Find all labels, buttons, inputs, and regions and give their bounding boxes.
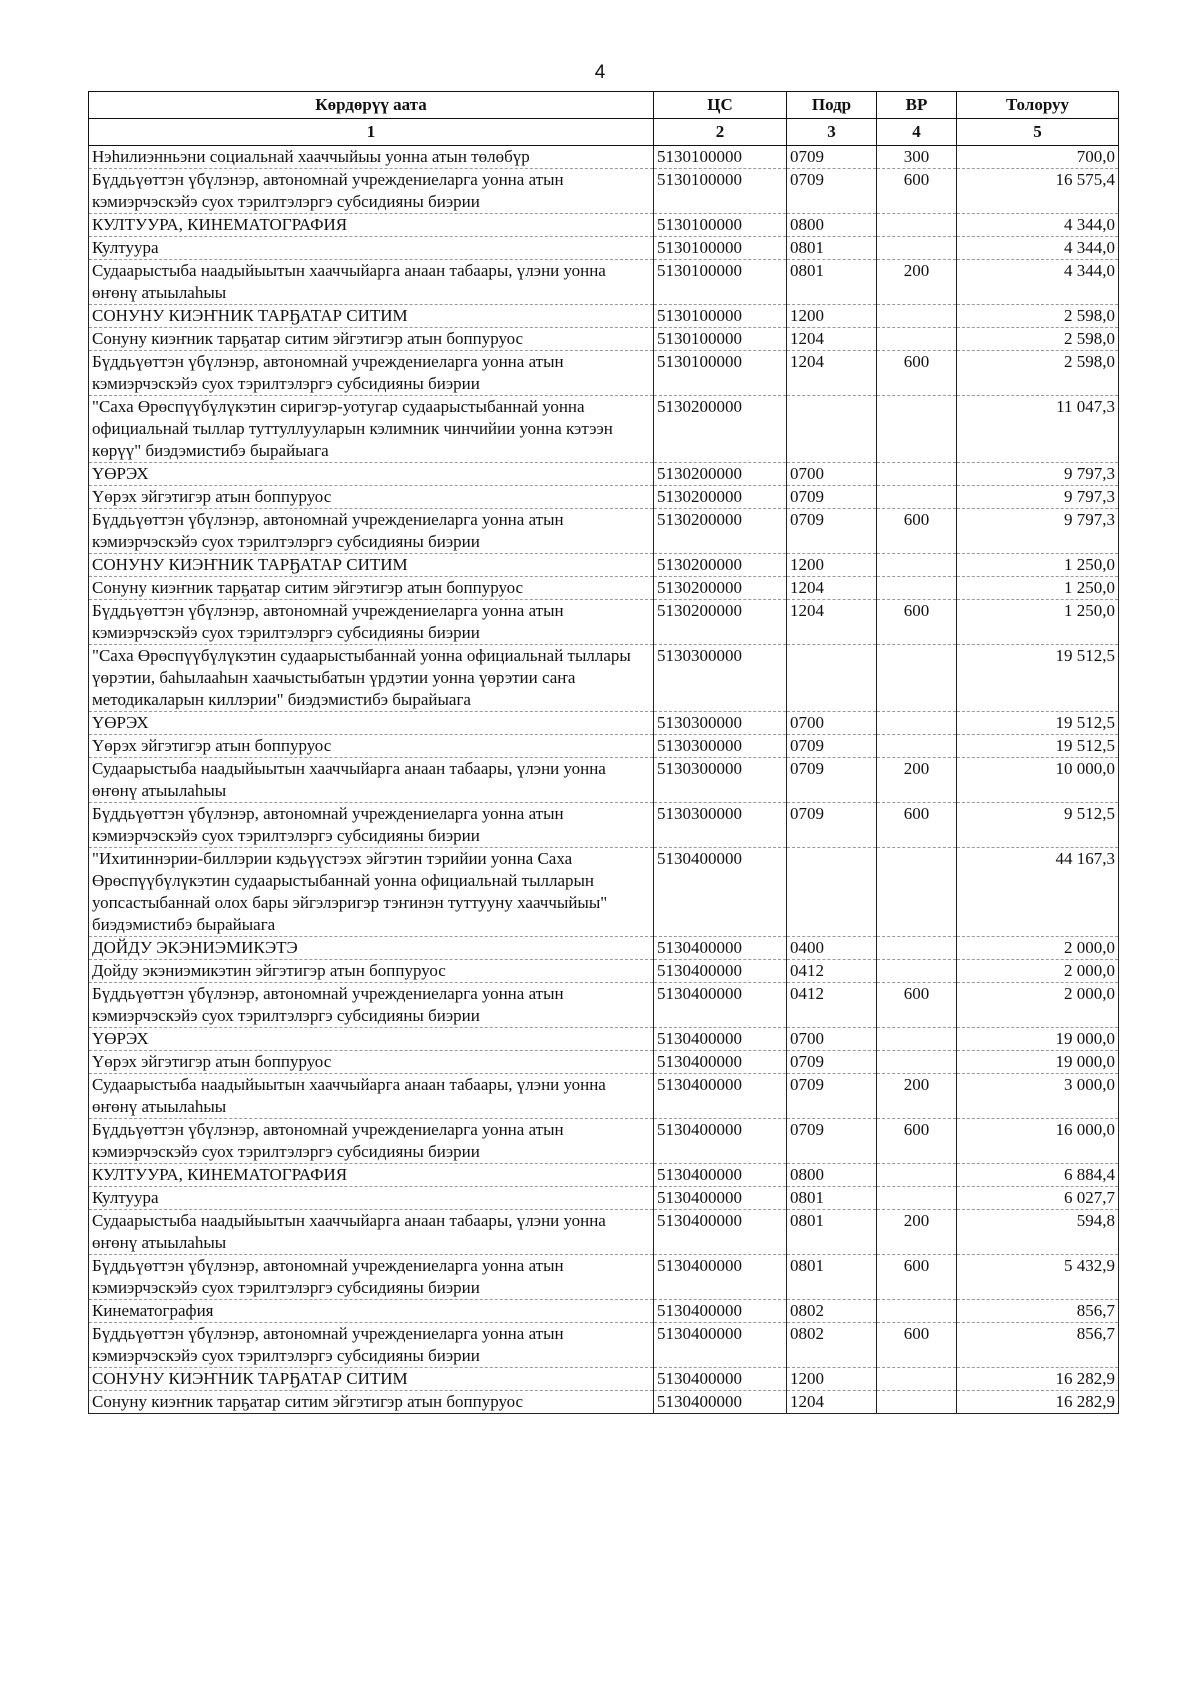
row-tol: 594,8 [957, 1210, 1119, 1255]
table-header [89, 92, 1119, 146]
row-tol: 6 027,7 [957, 1187, 1119, 1210]
row-podr: 0800 [787, 1164, 877, 1187]
table-row [89, 735, 1119, 758]
column-number-podr: 3 [787, 119, 877, 146]
row-vr: 200 [877, 1074, 957, 1119]
row-name: Култуура [89, 237, 654, 260]
table-row [89, 803, 1119, 848]
table-row [89, 214, 1119, 237]
row-cs: 5130100000 [654, 169, 787, 214]
row-podr: 0709 [787, 169, 877, 214]
row-name: Судаарыстыба наадыйыытын хааччыйарга анаан табаары, үлэни уонна өҥөнү атыылаһыы [89, 758, 654, 803]
row-cs: 5130100000 [654, 351, 787, 396]
row-name: "Саха Өрөспүүбүлүкэтин судаарыстыбаннай уонна официальнай тыллары үөрэтии, баһылааһын хаачыстыбатын үрдэтии уонна үөрэтии саҥа методикаларын киллэрии" биэдэмистибэ бырайыага [89, 645, 654, 712]
row-cs: 5130400000 [654, 960, 787, 983]
row-name: Сонуну киэҥник тарҕатар ситим эйгэтигэр атын боппуруос [89, 1391, 654, 1414]
row-tol: 9 797,3 [957, 509, 1119, 554]
row-tol: 9 797,3 [957, 486, 1119, 509]
column-number-row [89, 119, 1119, 146]
row-cs: 5130400000 [654, 1368, 787, 1391]
row-name: Сонуну киэҥник тарҕатар ситим эйгэтигэр атын боппуруос [89, 328, 654, 351]
row-vr [877, 1187, 957, 1210]
row-name: Сонуну киэҥник тарҕатар ситим эйгэтигэр атын боппуруос [89, 577, 654, 600]
row-tol: 2 598,0 [957, 328, 1119, 351]
row-tol: 19 000,0 [957, 1028, 1119, 1051]
row-name: КУЛТУУРА, КИНЕМАТОГРАФИЯ [89, 214, 654, 237]
row-cs: 5130300000 [654, 645, 787, 712]
row-cs: 5130400000 [654, 937, 787, 960]
table-row [89, 712, 1119, 735]
table-row [89, 600, 1119, 645]
row-name: ҮӨРЭХ [89, 712, 654, 735]
row-podr: 0802 [787, 1300, 877, 1323]
row-name: КУЛТУУРА, КИНЕМАТОГРАФИЯ [89, 1164, 654, 1187]
row-vr: 600 [877, 983, 957, 1028]
row-vr [877, 463, 957, 486]
row-tol: 16 282,9 [957, 1391, 1119, 1414]
row-podr: 1200 [787, 305, 877, 328]
row-cs: 5130300000 [654, 758, 787, 803]
row-tol: 2 598,0 [957, 351, 1119, 396]
column-number-cs: 2 [654, 119, 787, 146]
row-vr: 600 [877, 169, 957, 214]
row-vr: 600 [877, 600, 957, 645]
row-cs: 5130400000 [654, 1074, 787, 1119]
row-tol: 9 797,3 [957, 463, 1119, 486]
table-row [89, 1051, 1119, 1074]
row-tol: 5 432,9 [957, 1255, 1119, 1300]
table-row [89, 351, 1119, 396]
row-name: Бүддьүөттэн үбүлэнэр, автономнай учреждениеларга уонна атын кэмиэрчэскэйэ суох тэрилтэлэргэ субсидияны биэрии [89, 983, 654, 1028]
row-name: Үөрэх эйгэтигэр атын боппуруос [89, 486, 654, 509]
row-cs: 5130400000 [654, 1391, 787, 1414]
table-row [89, 937, 1119, 960]
row-podr: 1204 [787, 577, 877, 600]
budget-table [88, 91, 1119, 1414]
row-name: Бүддьүөттэн үбүлэнэр, автономнай учреждениеларга уонна атын кэмиэрчэскэйэ суох тэрилтэлэргэ субсидияны биэрии [89, 509, 654, 554]
row-cs: 5130400000 [654, 1028, 787, 1051]
row-podr: 0700 [787, 1028, 877, 1051]
row-name: СОНУНУ КИЭҤНИК ТАРҔАТАР СИТИМ [89, 554, 654, 577]
row-podr: 0709 [787, 146, 877, 169]
row-cs: 5130400000 [654, 1323, 787, 1368]
row-name: Бүддьүөттэн үбүлэнэр, автономнай учреждениеларга уонна атын кэмиэрчэскэйэ суох тэрилтэлэргэ субсидияны биэрии [89, 351, 654, 396]
row-podr: 0801 [787, 1187, 877, 1210]
table-row [89, 463, 1119, 486]
table-row [89, 146, 1119, 169]
row-cs: 5130300000 [654, 712, 787, 735]
row-name: Дойду экэниэмикэтин эйгэтигэр атын боппуруос [89, 960, 654, 983]
row-vr [877, 937, 957, 960]
table-row [89, 1391, 1119, 1414]
row-name: Судаарыстыба наадыйыытын хааччыйарга анаан табаары, үлэни уонна өҥөнү атыылаһыы [89, 1074, 654, 1119]
row-vr [877, 1368, 957, 1391]
row-tol: 19 512,5 [957, 712, 1119, 735]
table-row [89, 554, 1119, 577]
table-row [89, 1074, 1119, 1119]
row-podr: 0709 [787, 803, 877, 848]
row-name: ҮӨРЭХ [89, 1028, 654, 1051]
table-row [89, 1187, 1119, 1210]
table-row [89, 848, 1119, 937]
row-vr: 300 [877, 146, 957, 169]
column-number-vr: 4 [877, 119, 957, 146]
table-row [89, 577, 1119, 600]
row-cs: 5130400000 [654, 848, 787, 937]
row-podr: 0709 [787, 735, 877, 758]
row-name: "Саха Өрөспүүбүлүкэтин сиригэр-уотугар судаарыстыбаннай уонна официальнай тыллар туттуллууларын кэлимник чинчийии уонна кэтээн көрүү" биэдэмистибэ бырайыага [89, 396, 654, 463]
row-vr [877, 1028, 957, 1051]
row-tol: 16 575,4 [957, 169, 1119, 214]
table-row [89, 509, 1119, 554]
row-vr [877, 486, 957, 509]
row-tol: 2 000,0 [957, 937, 1119, 960]
row-podr: 1200 [787, 1368, 877, 1391]
row-tol: 16 000,0 [957, 1119, 1119, 1164]
row-podr: 1204 [787, 328, 877, 351]
header-podr: Подр [787, 92, 877, 119]
row-cs: 5130100000 [654, 146, 787, 169]
row-cs: 5130300000 [654, 803, 787, 848]
row-cs: 5130400000 [654, 983, 787, 1028]
row-podr: 0800 [787, 214, 877, 237]
table-row [89, 758, 1119, 803]
row-vr [877, 554, 957, 577]
row-tol: 19 000,0 [957, 1051, 1119, 1074]
row-vr [877, 735, 957, 758]
header-vr: ВР [877, 92, 957, 119]
row-tol: 2 000,0 [957, 983, 1119, 1028]
row-vr [877, 848, 957, 937]
table-row [89, 237, 1119, 260]
table-row [89, 1323, 1119, 1368]
row-tol: 9 512,5 [957, 803, 1119, 848]
table-row [89, 305, 1119, 328]
row-vr [877, 214, 957, 237]
row-tol: 4 344,0 [957, 260, 1119, 305]
row-cs: 5130400000 [654, 1119, 787, 1164]
row-podr [787, 645, 877, 712]
row-cs: 5130400000 [654, 1164, 787, 1187]
row-name: Кинематография [89, 1300, 654, 1323]
row-vr [877, 960, 957, 983]
row-cs: 5130200000 [654, 577, 787, 600]
row-tol: 2 598,0 [957, 305, 1119, 328]
table-row [89, 396, 1119, 463]
row-name: Судаарыстыба наадыйыытын хааччыйарга анаан табаары, үлэни уонна өҥөнү атыылаһыы [89, 1210, 654, 1255]
row-tol: 856,7 [957, 1323, 1119, 1368]
row-name: СОНУНУ КИЭҤНИК ТАРҔАТАР СИТИМ [89, 1368, 654, 1391]
row-vr [877, 396, 957, 463]
row-vr [877, 1051, 957, 1074]
row-vr [877, 1164, 957, 1187]
row-cs: 5130200000 [654, 554, 787, 577]
table-row [89, 169, 1119, 214]
row-podr: 0700 [787, 712, 877, 735]
row-tol: 16 282,9 [957, 1368, 1119, 1391]
row-podr: 1204 [787, 1391, 877, 1414]
row-tol: 19 512,5 [957, 735, 1119, 758]
row-vr: 600 [877, 1119, 957, 1164]
row-name: Бүддьүөттэн үбүлэнэр, автономнай учреждениеларга уонна атын кэмиэрчэскэйэ суох тэрилтэлэргэ субсидияны биэрии [89, 803, 654, 848]
row-vr: 600 [877, 803, 957, 848]
row-podr: 0801 [787, 1255, 877, 1300]
row-tol: 44 167,3 [957, 848, 1119, 937]
row-cs: 5130200000 [654, 486, 787, 509]
row-tol: 1 250,0 [957, 577, 1119, 600]
row-name: Үөрэх эйгэтигэр атын боппуруос [89, 735, 654, 758]
row-cs: 5130400000 [654, 1300, 787, 1323]
row-tol: 1 250,0 [957, 600, 1119, 645]
row-name: Бүддьүөттэн үбүлэнэр, автономнай учреждениеларга уонна атын кэмиэрчэскэйэ суох тэрилтэлэргэ субсидияны биэрии [89, 1119, 654, 1164]
row-tol: 1 250,0 [957, 554, 1119, 577]
table-row [89, 486, 1119, 509]
row-vr: 200 [877, 758, 957, 803]
row-podr: 0400 [787, 937, 877, 960]
row-podr: 1204 [787, 351, 877, 396]
row-cs: 5130400000 [654, 1255, 787, 1300]
row-podr: 0412 [787, 983, 877, 1028]
row-name: ДОЙДУ ЭКЭНИЭМИКЭТЭ [89, 937, 654, 960]
row-tol: 2 000,0 [957, 960, 1119, 983]
column-number-tol: 5 [957, 119, 1119, 146]
row-name: Судаарыстыба наадыйыытын хааччыйарга анаан табаары, үлэни уонна өҥөнү атыылаһыы [89, 260, 654, 305]
header-cs: ЦС [654, 92, 787, 119]
row-name: Нэһилиэнньэни социальнай хааччыйыы уонна атын төлөбүр [89, 146, 654, 169]
table-row [89, 1164, 1119, 1187]
row-cs: 5130400000 [654, 1210, 787, 1255]
row-podr: 0709 [787, 509, 877, 554]
row-vr [877, 577, 957, 600]
row-podr: 0709 [787, 1119, 877, 1164]
row-name: Үөрэх эйгэтигэр атын боппуруос [89, 1051, 654, 1074]
row-vr: 600 [877, 1255, 957, 1300]
table-row [89, 1255, 1119, 1300]
table-row [89, 328, 1119, 351]
row-podr: 0801 [787, 1210, 877, 1255]
table-row [89, 1300, 1119, 1323]
row-podr: 0709 [787, 758, 877, 803]
row-vr [877, 1300, 957, 1323]
table-row [89, 260, 1119, 305]
row-podr: 1200 [787, 554, 877, 577]
table-row [89, 1368, 1119, 1391]
row-vr: 200 [877, 1210, 957, 1255]
row-podr: 0709 [787, 1074, 877, 1119]
row-name: Бүддьүөттэн үбүлэнэр, автономнай учреждениеларга уонна атын кэмиэрчэскэйэ суох тэрилтэлэргэ субсидияны биэрии [89, 169, 654, 214]
row-name: ҮӨРЭХ [89, 463, 654, 486]
row-cs: 5130300000 [654, 735, 787, 758]
row-podr: 0801 [787, 237, 877, 260]
row-podr: 0412 [787, 960, 877, 983]
row-podr [787, 396, 877, 463]
row-podr: 0802 [787, 1323, 877, 1368]
row-name: Бүддьүөттэн үбүлэнэр, автономнай учреждениеларга уонна атын кэмиэрчэскэйэ суох тэрилтэлэргэ субсидияны биэрии [89, 1323, 654, 1368]
row-tol: 4 344,0 [957, 237, 1119, 260]
row-tol: 6 884,4 [957, 1164, 1119, 1187]
row-cs: 5130100000 [654, 237, 787, 260]
page-number: 4 [594, 62, 606, 83]
row-podr: 0700 [787, 463, 877, 486]
table-row [89, 1210, 1119, 1255]
row-cs: 5130200000 [654, 600, 787, 645]
row-vr: 200 [877, 260, 957, 305]
row-vr [877, 305, 957, 328]
row-vr [877, 645, 957, 712]
row-vr [877, 328, 957, 351]
row-podr: 0709 [787, 1051, 877, 1074]
column-number-name: 1 [89, 119, 654, 146]
row-vr [877, 237, 957, 260]
row-name: "Ихитиннэрии-биллэрии кэдьүүстээх эйгэтин тэрийии уонна Саха Өрөспүүбүлүкэтин судаарыстыбаннай уонна официальнай тылларын уопсастыбаннай олох бары эйгэлэригэр тэҥинэн туттууну хааччыйыы" биэдэмистибэ бырайыага [89, 848, 654, 937]
row-cs: 5130100000 [654, 305, 787, 328]
row-cs: 5130200000 [654, 509, 787, 554]
row-podr: 1204 [787, 600, 877, 645]
row-tol: 10 000,0 [957, 758, 1119, 803]
row-podr [787, 848, 877, 937]
row-tol: 700,0 [957, 146, 1119, 169]
row-name: Бүддьүөттэн үбүлэнэр, автономнай учреждениеларга уонна атын кэмиэрчэскэйэ суох тэрилтэлэргэ субсидияны биэрии [89, 600, 654, 645]
row-vr: 600 [877, 351, 957, 396]
row-vr: 600 [877, 509, 957, 554]
table-row [89, 1028, 1119, 1051]
row-vr [877, 1391, 957, 1414]
row-name: СОНУНУ КИЭҤНИК ТАРҔАТАР СИТИМ [89, 305, 654, 328]
row-tol: 3 000,0 [957, 1074, 1119, 1119]
table-row [89, 983, 1119, 1028]
row-tol: 11 047,3 [957, 396, 1119, 463]
row-cs: 5130200000 [654, 463, 787, 486]
row-cs: 5130400000 [654, 1051, 787, 1074]
row-podr: 0801 [787, 260, 877, 305]
row-vr [877, 712, 957, 735]
row-cs: 5130200000 [654, 396, 787, 463]
table-body [89, 146, 1119, 1414]
row-cs: 5130400000 [654, 1187, 787, 1210]
row-cs: 5130100000 [654, 214, 787, 237]
row-tol: 4 344,0 [957, 214, 1119, 237]
header-tol: Толоруу [957, 92, 1119, 119]
row-tol: 856,7 [957, 1300, 1119, 1323]
header-name: Көрдөрүү аата [89, 92, 654, 119]
row-name: Бүддьүөттэн үбүлэнэр, автономнай учреждениеларга уонна атын кэмиэрчэскэйэ суох тэрилтэлэргэ субсидияны биэрии [89, 1255, 654, 1300]
row-tol: 19 512,5 [957, 645, 1119, 712]
row-cs: 5130100000 [654, 328, 787, 351]
row-cs: 5130100000 [654, 260, 787, 305]
table-row [89, 645, 1119, 712]
row-vr: 600 [877, 1323, 957, 1368]
header-row [89, 92, 1119, 119]
row-name: Култуура [89, 1187, 654, 1210]
table-row [89, 960, 1119, 983]
row-podr: 0709 [787, 486, 877, 509]
table-row [89, 1119, 1119, 1164]
